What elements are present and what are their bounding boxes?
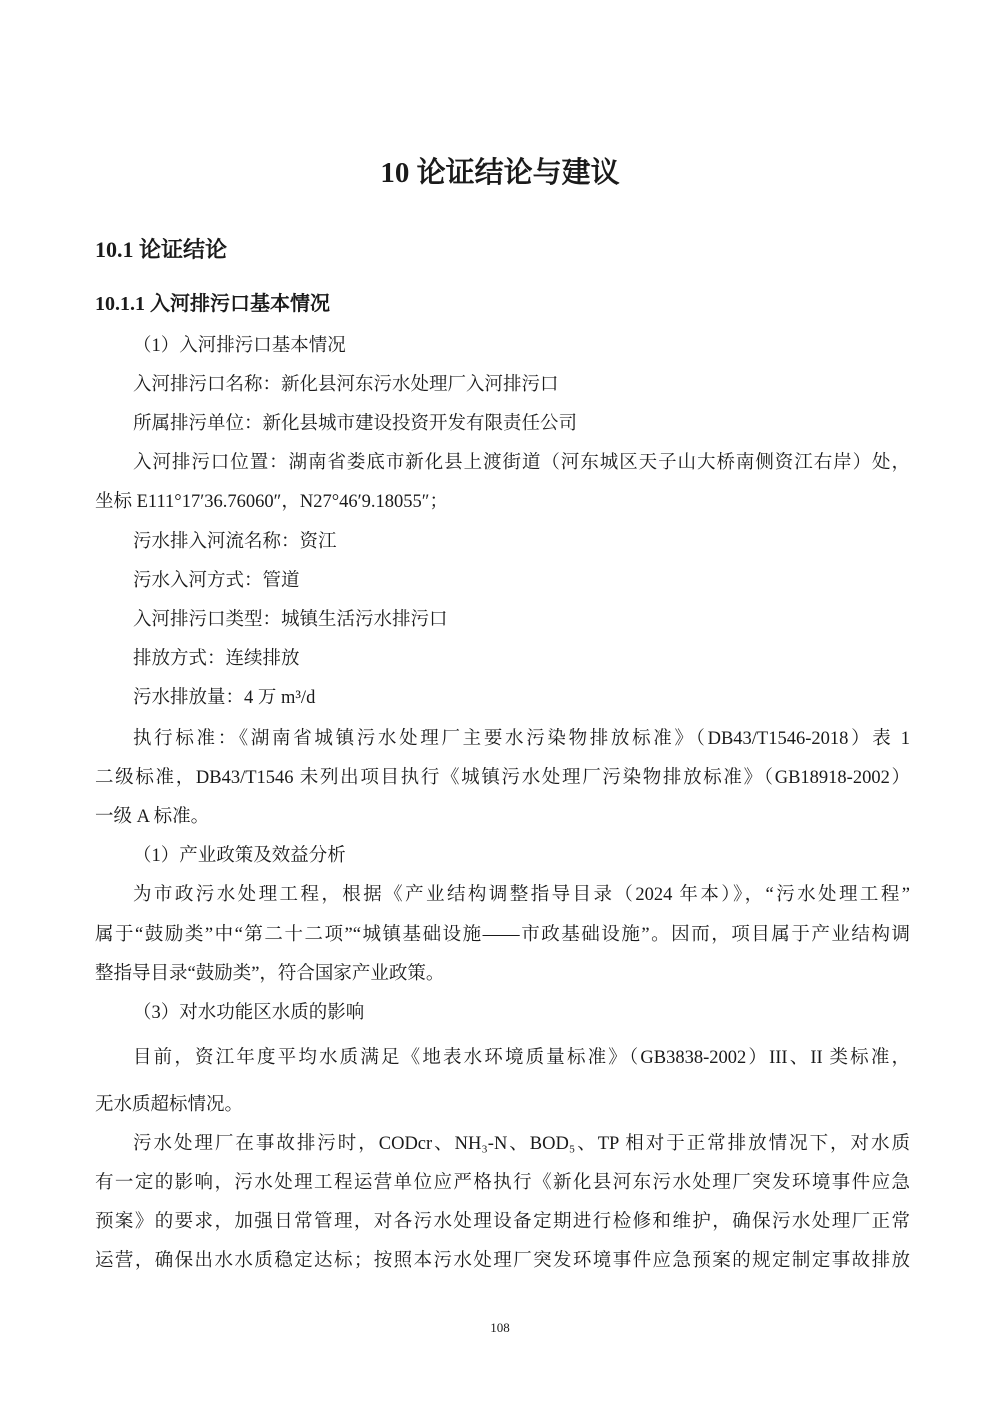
paragraph-line: （1）入河排污口基本情况 [133, 336, 346, 356]
paragraph-line: 整指导目录“鼓励类”，符合国家产业政策。 [95, 964, 445, 984]
paragraph-line: 目前，资江年度平均水质满足《地表水环境质量标准》（GB3838-2002）III、II 类标准， [133, 1048, 910, 1068]
paragraph-line: 有一定的影响，污水处理工程运营单位应严格执行《新化县河东污水处理厂突发环境事件应急 [95, 1173, 910, 1193]
paragraph-line: 无水质超标情况。 [95, 1095, 244, 1115]
paragraph-line: 入河排污口位置：湖南省娄底市新化县上渡街道（河东城区天子山大桥南侧资江右岸）处， [133, 453, 910, 473]
paragraph-line: 入河排污口类型：城镇生活污水排污口 [133, 610, 448, 630]
paragraph-line: 排放方式：连续排放 [133, 649, 300, 669]
paragraph-line: 入河排污口名称：新化县河东污水处理厂入河排污口 [133, 375, 559, 395]
paragraph-line: 污水入河方式：管道 [133, 571, 300, 591]
chapter-title: 10 论证结论与建议 [380, 157, 620, 189]
section-title: 10.1 论证结论 [95, 237, 228, 262]
paragraph-line: （1）产业政策及效益分析 [133, 846, 346, 866]
paragraph-line: 坐标 E111°17′36.76060″，N27°46′9.18055″； [95, 492, 448, 512]
paragraph-line: 污水排放量：4 万 m³/d [133, 688, 316, 708]
paragraph-line: 污水排入河流名称：资江 [133, 532, 337, 552]
paragraph-line: 污水处理厂在事故排污时，CODcr、NH₃-N、BOD₅、TP 相对于正常排放情况下，对水质 [133, 1134, 910, 1154]
paragraph-line: 执行标准：《湖南省城镇污水处理厂主要水污染物排放标准》（DB43/T1546-2018）表 1 [133, 729, 910, 749]
paragraph-line: 二级标准，DB43/T1546 未列出项目执行《城镇污水处理厂污染物排放标准》（GB18918-2002） [95, 768, 910, 788]
paragraph-line: 运营，确保出水水质稳定达标；按照本污水处理厂突发环境事件应急预案的规定制定事故排放 [95, 1251, 910, 1271]
paragraph-line: 所属排污单位：新化县城市建设投资开发有限责任公司 [133, 414, 578, 434]
paragraph-line: 为市政污水处理工程，根据《产业结构调整指导目录（2024 年本）》，“污水处理工程” [133, 885, 910, 905]
paragraph-line: 预案》的要求，加强日常管理，对各污水处理设备定期进行检修和维护，确保污水处理厂正常 [95, 1212, 910, 1232]
page-number: 108 [490, 1320, 510, 1335]
paragraph-line: 一级 A 标准。 [95, 807, 210, 827]
subsection-title: 10.1.1 入河排污口基本情况 [95, 293, 330, 315]
paragraph-line: 属于“鼓励类”中“第二十二项”“城镇基础设施——市政基础设施”。因而，项目属于产业结构调 [95, 925, 910, 945]
paragraph-line: （3）对水功能区水质的影响 [133, 1003, 365, 1023]
